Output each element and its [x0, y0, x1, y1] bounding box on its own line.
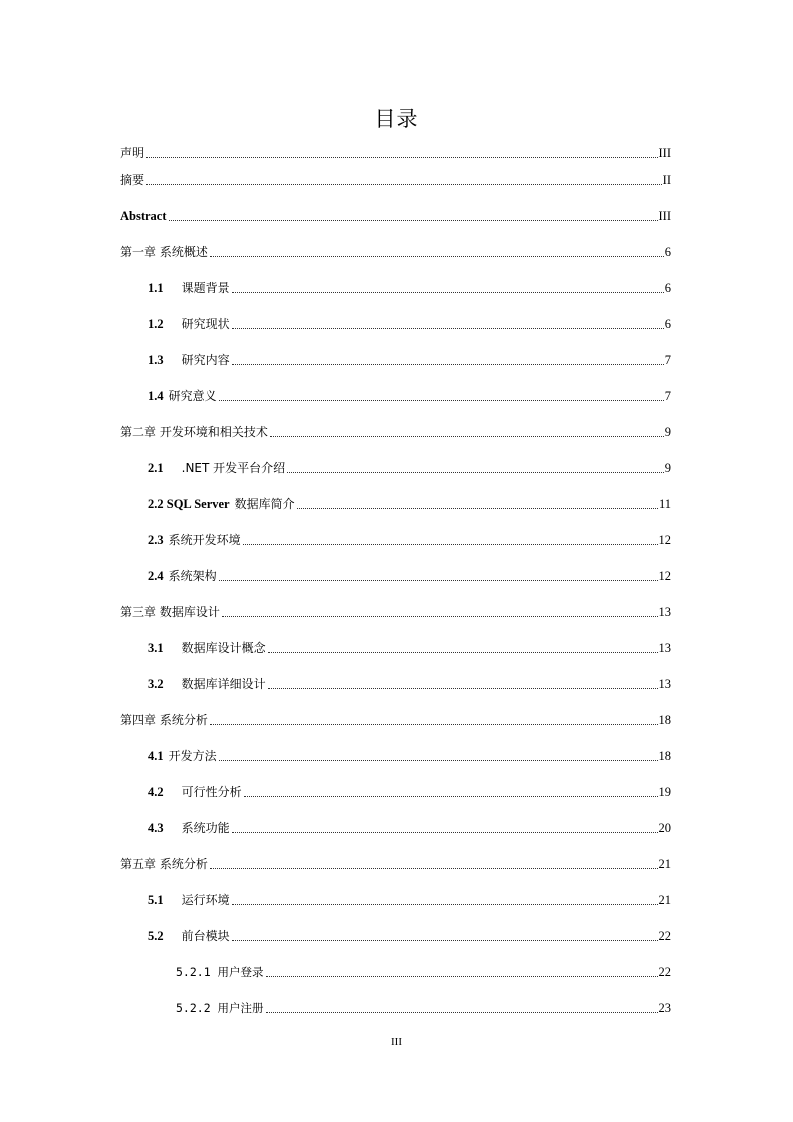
toc-dot-leader — [210, 252, 664, 257]
toc-entry-number: 4.3 — [148, 821, 164, 835]
toc-entry[interactable] — [148, 638, 671, 656]
toc-dot-leader — [266, 972, 658, 977]
toc-entry-label — [148, 748, 217, 764]
toc-entry[interactable] — [176, 998, 671, 1016]
toc-entry-number: 2.1 — [148, 461, 164, 475]
toc-entry-label — [148, 820, 230, 836]
toc-entry-label — [148, 568, 217, 584]
toc-dot-leader — [232, 900, 658, 905]
toc-dot-leader — [219, 396, 664, 401]
toc-dot-leader — [297, 504, 658, 509]
toc-entry-text: 5.2.2 用户注册 — [176, 1001, 264, 1015]
toc-entry-page-number: 9 — [664, 461, 671, 475]
toc-entry-number: 1.4 — [148, 389, 164, 403]
toc-entry[interactable] — [148, 386, 671, 404]
toc-entry[interactable] — [120, 854, 671, 872]
toc-entry-text: 声明 — [120, 146, 145, 160]
toc-entry-text: 运行环境 — [181, 893, 230, 907]
toc-entry-page-number: 6 — [664, 245, 671, 259]
toc-entry-text: 课题背景 — [181, 281, 230, 295]
toc-entry-page-number: 18 — [658, 713, 671, 727]
toc-entry-label — [148, 460, 285, 476]
toc-entry-label — [148, 496, 295, 512]
toc-dot-leader — [243, 540, 658, 545]
toc-entry-label — [148, 532, 241, 548]
toc-entry-page-number: 23 — [658, 1001, 671, 1015]
toc-entry-label — [120, 145, 144, 161]
toc-dot-leader — [219, 576, 658, 581]
toc-entry-text: .NET 开发平台介绍 — [181, 461, 286, 475]
toc-dot-leader — [219, 756, 658, 761]
toc-entry[interactable] — [148, 350, 671, 368]
toc-entry-number: 3.1 — [148, 641, 164, 655]
toc-dot-leader — [270, 432, 664, 437]
toc-entry[interactable] — [120, 206, 671, 224]
toc-entry[interactable] — [148, 926, 671, 944]
toc-entry-number: 2.2 SQL Server — [148, 497, 230, 511]
toc-entry-text: 系统开发环境 — [168, 533, 241, 547]
toc-entry-page-number: 12 — [658, 533, 671, 547]
toc-entry-page-number: 19 — [658, 785, 671, 799]
toc-entry-number: 2.4 — [148, 569, 164, 583]
toc-entry-label — [148, 928, 230, 944]
toc-entry-text: 研究内容 — [181, 353, 230, 367]
toc-entry-number: 1.3 — [148, 353, 164, 367]
toc-entry-page-number: 9 — [664, 425, 671, 439]
toc-entry[interactable] — [148, 494, 671, 512]
toc-entry-page-number: 6 — [664, 281, 671, 295]
toc-dot-leader — [244, 792, 658, 797]
toc-entry-page-number: 6 — [664, 317, 671, 331]
toc-entry-page-number: 11 — [658, 497, 671, 511]
toc-entry-page-number: 22 — [658, 965, 671, 979]
toc-entry[interactable] — [120, 242, 671, 260]
toc-entry-label — [120, 712, 208, 728]
toc-entry[interactable] — [120, 170, 671, 188]
toc-entry-number: 1.1 — [148, 281, 164, 295]
toc-entry[interactable] — [120, 422, 671, 440]
toc-entry-text: 第四章 系统分析 — [120, 713, 208, 727]
toc-entry-text: 第三章 数据库设计 — [120, 605, 220, 619]
toc-dot-leader — [232, 936, 658, 941]
toc-entry-number: 5.1 — [148, 893, 164, 907]
toc-entry-text: 研究现状 — [181, 317, 230, 331]
toc-dot-leader — [266, 1008, 658, 1013]
toc-dot-leader — [232, 828, 658, 833]
toc-entry-text: 前台模块 — [181, 929, 230, 943]
toc-entry-label — [148, 280, 230, 296]
toc-entry-text: 研究意义 — [168, 389, 217, 403]
toc-entry-label — [148, 892, 230, 908]
toc-entry-page-number: 21 — [658, 893, 671, 907]
toc-entry[interactable] — [148, 278, 671, 296]
toc-entry-number: 5.2 — [148, 929, 164, 943]
toc-entry-text: 数据库详细设计 — [181, 677, 266, 691]
toc-dot-leader — [210, 720, 658, 725]
toc-entry-page-number: 21 — [658, 857, 671, 871]
toc-entry-text: 数据库设计概念 — [181, 641, 266, 655]
toc-entry-page-number: 13 — [658, 641, 671, 655]
toc-entry-page-number: 7 — [664, 389, 671, 403]
toc-entry[interactable] — [148, 314, 671, 332]
toc-entry-label — [148, 640, 266, 656]
toc-entry-label — [120, 208, 167, 224]
toc-entry-number: 1.2 — [148, 317, 164, 331]
toc-dot-leader — [222, 612, 658, 617]
toc-dot-leader — [210, 864, 658, 869]
toc-entry[interactable] — [120, 143, 671, 161]
toc-entry-label — [120, 424, 268, 440]
toc-entry-text: 系统架构 — [168, 569, 217, 583]
toc-entry-text: 第五章 系统分析 — [120, 857, 208, 871]
toc-entry-text: 系统功能 — [181, 821, 230, 835]
toc-entry-number: 4.2 — [148, 785, 164, 799]
toc-entry-label — [148, 784, 242, 800]
page-number-footer: III — [391, 1036, 402, 1048]
toc-dot-leader — [232, 324, 664, 329]
toc-dot-leader — [146, 180, 662, 185]
toc-dot-leader — [287, 468, 664, 473]
toc-entry-page-number: III — [658, 146, 671, 160]
toc-entry[interactable] — [148, 566, 671, 584]
toc-entry-page-number: 13 — [658, 677, 671, 691]
toc-dot-leader — [268, 684, 658, 689]
toc-entry[interactable] — [148, 746, 671, 764]
toc-dot-leader — [232, 288, 664, 293]
toc-entry-number: 4.1 — [148, 749, 164, 763]
toc-entry[interactable] — [148, 530, 671, 548]
toc-entry-text: 5.2.1 用户登录 — [176, 965, 264, 979]
toc-entry-label — [176, 1000, 264, 1016]
toc-entry[interactable] — [148, 818, 671, 836]
toc-entry-page-number: II — [662, 173, 671, 187]
toc-entry-label — [148, 676, 266, 692]
toc-entry-text: 摘要 — [120, 173, 145, 187]
toc-entry-page-number: III — [658, 209, 671, 223]
toc-entry-page-number: 7 — [664, 353, 671, 367]
toc-entry[interactable] — [176, 962, 671, 980]
toc-entry[interactable] — [148, 890, 671, 908]
toc-entry-page-number: 13 — [658, 605, 671, 619]
toc-entry-number: Abstract — [120, 209, 167, 223]
toc-entry[interactable] — [148, 458, 671, 476]
toc-entry-label — [176, 964, 264, 980]
toc-entry-page-number: 12 — [658, 569, 671, 583]
toc-dot-leader — [169, 216, 658, 221]
toc-dot-leader — [146, 153, 657, 158]
toc-entry-label — [148, 316, 230, 332]
toc-entry-number: 2.3 — [148, 533, 164, 547]
toc-dot-leader — [232, 360, 664, 365]
toc-entry-number: 3.2 — [148, 677, 164, 691]
toc-entry[interactable] — [148, 782, 671, 800]
toc-entry-text: 开发方法 — [168, 749, 217, 763]
toc-entry-label — [148, 352, 230, 368]
toc-entry-label — [120, 244, 208, 260]
toc-entry-label — [120, 604, 220, 620]
toc-entry[interactable] — [120, 710, 671, 728]
toc-entry-text: 第一章 系统概述 — [120, 245, 208, 259]
toc-entry-label — [120, 172, 144, 188]
toc-entry-label — [120, 856, 208, 872]
toc-dot-leader — [268, 648, 658, 653]
toc-entry[interactable] — [120, 602, 671, 620]
toc-entry-text: 第二章 开发环境和相关技术 — [120, 425, 268, 439]
toc-entry-page-number: 20 — [658, 821, 671, 835]
toc-entry-page-number: 18 — [658, 749, 671, 763]
toc-entry-page-number: 22 — [658, 929, 671, 943]
toc-entry-text: 数据库简介 — [234, 497, 295, 511]
toc-entry-text: 可行性分析 — [181, 785, 242, 799]
page-title: 目录 — [374, 107, 419, 131]
toc-entry-label — [148, 388, 217, 404]
toc-entry[interactable] — [148, 674, 671, 692]
